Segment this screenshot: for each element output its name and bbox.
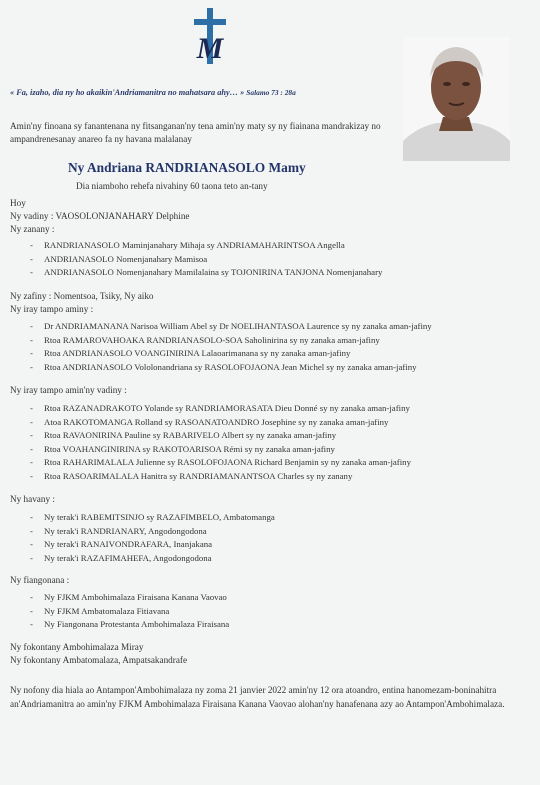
fokontany-line-1: Ny fokontany Ambohimalaza Miray: [10, 642, 144, 652]
fokontany-line-2: Ny fokontany Ambatomalaza, Ampatsakandrafe: [10, 655, 188, 665]
bible-quote: [10, 88, 390, 97]
logo-letter: M: [196, 32, 224, 65]
portrait-image: [403, 37, 510, 161]
spouse-siblings-label: Ny iray tampo amin'ny vadiny :: [10, 385, 127, 395]
siblings-label: Ny iray tampo aminy :: [10, 304, 94, 314]
grandchildren-line: Ny zafiny : Nomentsoa, Tsiky, Ny aiko: [10, 291, 154, 301]
funeral-details: Ny nofony dia hiala ao Antampon'Ambohimalaza ny zoma 21 janvier 2022 amin'ny 12 ora atoandro, entina hanomezam-boninahitra an'Andriamanitra ao amin'ny FJKM Ambohimalaza Firaisana Kanana Vaovao alohan'ny hanafenana azy ao Antampon'Ambohimalaza.: [10, 685, 505, 709]
age-line: Dia niamboho rehefa nivahiny 60 taona teto an-tany: [76, 181, 268, 191]
deceased-name: Ny Andriana RANDRIANASOLO Mamy: [68, 160, 306, 175]
church-label: Ny fiangonana :: [10, 575, 70, 585]
deceased-photo: [403, 37, 510, 161]
children-label: Ny zanany :: [10, 224, 55, 234]
quote-reference: Salamo 73 : 28a: [246, 88, 296, 97]
intro-text: Amin'ny finoana sy fanantenana ny fitsanganan'ny tena amin'ny maty sy ny fiainana mandrakizay no ampandrenesanay anareo fa ny havana malalanay: [10, 121, 381, 144]
relatives-label: Ny havany :: [10, 494, 55, 504]
cross-logo-icon: [190, 8, 230, 66]
quote-text: « Fa, izaho, dia ny ho akaikin'Andriamanitra no mahatsara ahy… »: [10, 88, 245, 97]
hoy-label: Hoy: [10, 198, 26, 208]
obituary-page: M « Fa, izaho, dia ny ho akaikin'Andriamanitra no mahatsara ahy… » Salamo 73 : 28a Amin'ny finoana sy fanantenana ny fitsanganan'ny tena amin'ny maty sy ny fiainana mandrakizay no ampandrenesanay anareo fa ny havana malalanay Ny Andriana RANDRIANASOLO Mamy Dia niamboho rehefa nivahiny 60 taona teto an-tany Hoy Ny vadiny : VAOSOLONJANAHARY Delphine Ny zanany : - RANDRIANASOLO Maminjanahary Mihaja sy ANDRIAMAHARINTSOA Angella - ANDRIANASOLO Nomenjanahary Mamisoa - ANDRIANASOLO Nomenjanahary Mamilalaina sy TOJONIRINA TANJONA Nomenjanahary Ny zafiny : Nomentsoa, Tsiky, Ny aiko Ny iray tampo aminy : - Dr ANDRIAMANANA Narisoa William Abel sy Dr NOELIHANTASOA Laurence sy ny zanaka aman-jafiny - Rtoa RAMAROVAHOAKA RANDRIANASOLO-SOA Saholinirina sy ny zanaka aman-jafiny - Rtoa ANDRIANASOLO VOANGINIRINA Lalaoarimanana sy ny zanaka aman-jafiny - Rtoa ANDRIANASOLO Vololonandriana sy RASOLOFOJAONA Jean Michel sy ny zanaka aman-jafiny Ny iray tampo amin'ny vadiny : - Rtoa RAZANADRAKOTO Yolande sy RANDRIAMORASATA Dieu Donné sy ny zanaka aman-jafiny - Atoa RAKOTOMANGA Rolland sy RASOANATOANDRO Josephine sy ny zanaka aman-jafiny - Rtoa RAVAONIRINA Pauline sy RABARIVELO Albert sy ny zanaka aman-jafiny - Rtoa VOAHANGINIRINA sy RAKOTOARISOA Rémi sy ny zanaka aman-jafiny - Rtoa RAHARIMALALA Julienne sy RASOLOFOJAONA Richard Benjamin sy ny zanaka aman-jafiny - Rtoa RASOARIMALALA Hanitra sy RANDRIAMANANTSOA Charles sy ny zanany Ny havany : - Ny terak'i RABEMITSINJO sy RAZAFIMBELO, Ambatomanga - Ny terak'i RANDRIANARY, Angodongodona - Ny terak'i RANAIVONDRAFARA, Inanjakana - Ny terak'i RAZAFIMAHEFA, Angodongodona Ny fiangonana : - Ny FJKM Ambohimalaza Firaisana Kanana Vaovao - Ny FJKM Ambatomalaza Fitiavana - Ny Fiangonana Protestanta Ambohimalaza Firaisana Ny fokontany Ambohimalaza Miray Ny fokontany Ambatomalaza, Ampatsakandrafe Ny nofony dia hiala ao Antampon'Ambohimalaza ny zoma 21 janvier 2022 amin'ny 12 ora atoandro, entina hanomezam-boninahitra an'Andriamanitra ao amin'ny FJKM Ambohimalaza Firaisana Kanana Vaovao alohan'ny hanafenana azy ao Antampon'Ambohimalaza.: [0, 0, 540, 785]
spouse-line: Ny vadiny : VAOSOLONJANAHARY Delphine: [10, 211, 190, 221]
